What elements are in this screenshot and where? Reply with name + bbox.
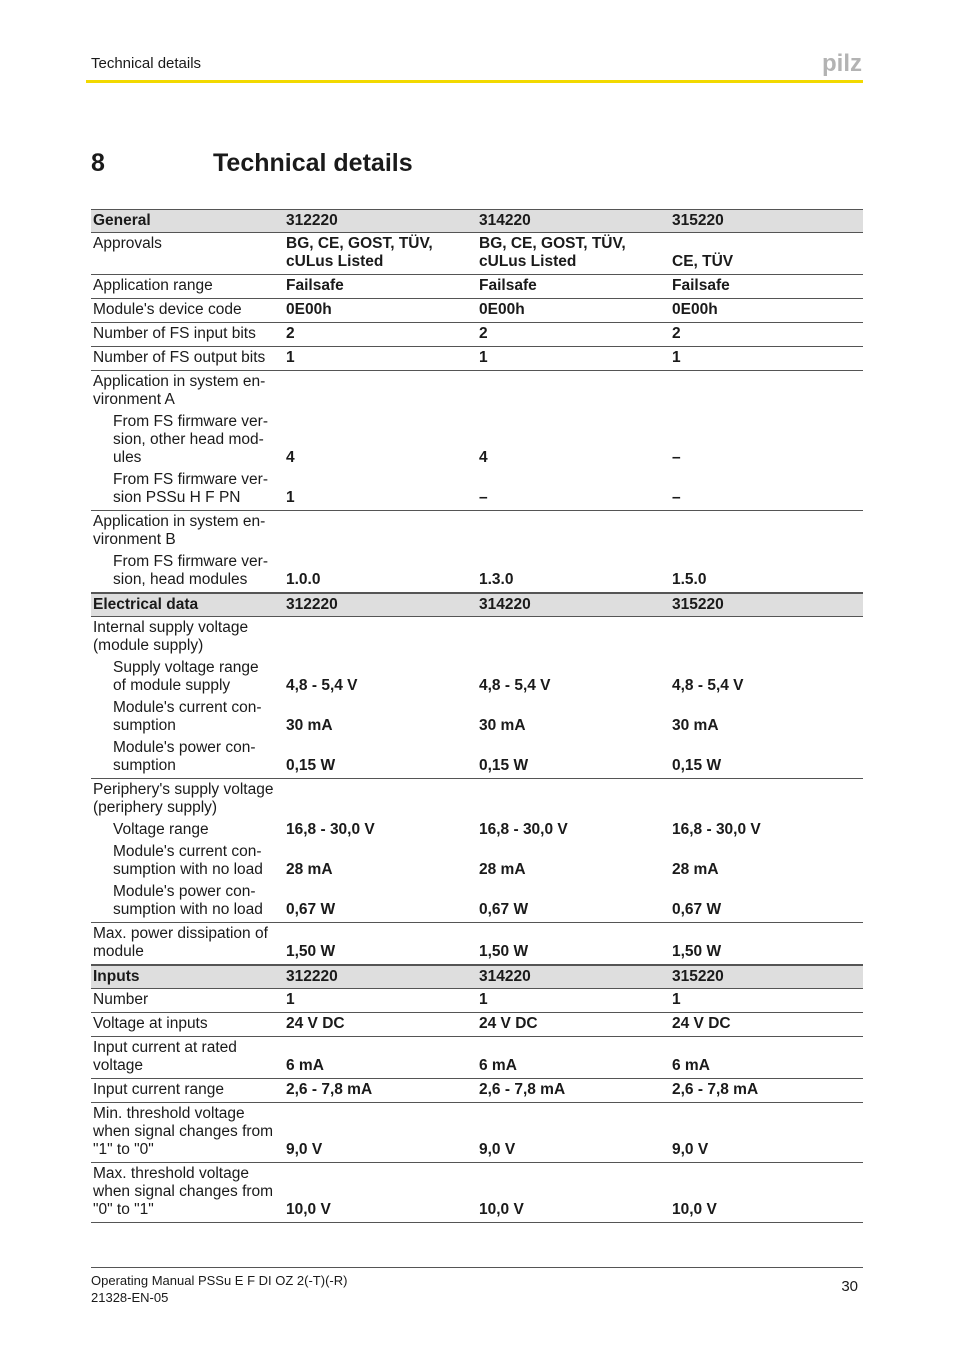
table-row (91, 841, 863, 881)
table-row (91, 737, 863, 779)
row-value-315220: 28 mA (672, 861, 719, 878)
row-value-314220: 1 (479, 991, 488, 1008)
row-label: From FS firmware ver- sion, head modules (113, 553, 268, 588)
table-row (91, 1163, 863, 1223)
row-value-315220: 10,0 V (672, 1201, 717, 1218)
table-row (91, 299, 863, 323)
row-label: Max. power dissipation of module (93, 925, 268, 960)
row-label: Inputs (93, 968, 140, 985)
row-value-312220: 1 (286, 349, 295, 366)
row-label: General (93, 212, 151, 229)
row-value-312220: 1 (286, 991, 295, 1008)
table-row (91, 779, 863, 819)
row-value-312220: BG, CE, GOST, TÜV, cULus Listed (286, 235, 433, 270)
row-value-315220: 315220 (672, 596, 724, 613)
row-value-314220: 4 (479, 449, 488, 466)
table-row (91, 1037, 863, 1079)
row-value-315220: CE, TÜV (672, 253, 734, 270)
row-value-314220: 1.3.0 (479, 571, 514, 588)
row-value-314220: 2,6 - 7,8 mA (479, 1081, 566, 1098)
row-value-314220: 1,50 W (479, 943, 529, 960)
row-label: Application in system en- vironment B (93, 513, 266, 548)
row-value-312220: 2,6 - 7,8 mA (286, 1081, 373, 1098)
row-label: Input current at rated voltage (93, 1039, 237, 1074)
table-row (91, 1103, 863, 1163)
row-value-314220: – (479, 489, 488, 506)
row-label: From FS firmware ver- sion PSSu H F PN (113, 471, 268, 506)
row-value-315220: Failsafe (672, 277, 730, 294)
row-label: Voltage range (113, 821, 209, 838)
row-value-315220: 2,6 - 7,8 mA (672, 1081, 759, 1098)
row-value-312220: 28 mA (286, 861, 333, 878)
row-value-312220: 1,50 W (286, 943, 336, 960)
table-row (91, 1079, 863, 1103)
row-label: Voltage at inputs (93, 1015, 208, 1032)
row-value-315220: – (672, 489, 681, 506)
row-value-314220: 0,67 W (479, 901, 529, 918)
row-label: Number of FS output bits (93, 349, 266, 366)
row-label: From FS firmware ver- sion, other head mod- ules (113, 413, 268, 466)
row-label: Application in system en- vironment A (93, 373, 266, 408)
table-row (91, 347, 863, 371)
row-label: Min. threshold voltage when signal changes from "1" to "0" (93, 1105, 274, 1158)
row-value-314220: 4,8 - 5,4 V (479, 677, 551, 694)
chapter-title: Technical details (213, 149, 413, 177)
row-value-315220: 24 V DC (672, 1015, 731, 1032)
row-value-312220: 0E00h (286, 301, 332, 318)
footer-manual-title: Operating Manual PSSu E F DI OZ 2(-T)(-R) (91, 1273, 348, 1288)
row-value-312220: 312220 (286, 968, 338, 985)
table-row (91, 697, 863, 737)
table-row (91, 881, 863, 923)
table-row (91, 923, 863, 965)
row-label: Input current range (93, 1081, 224, 1098)
footer-doc-number: 21328-EN-05 (91, 1290, 169, 1305)
row-value-314220: 0,15 W (479, 757, 529, 774)
row-label: Max. threshold voltage when signal changes from "0" to "1" (93, 1165, 274, 1218)
row-label: Approvals (93, 235, 162, 252)
table-section-header (91, 965, 863, 989)
row-value-315220: 315220 (672, 968, 724, 985)
table-row (91, 469, 863, 511)
table-row (91, 511, 863, 551)
row-label: Module's current con- sumption (113, 699, 262, 734)
row-label: Application range (93, 277, 213, 294)
row-value-314220: 6 mA (479, 1057, 517, 1074)
row-label: Number of FS input bits (93, 325, 256, 342)
row-value-315220: 6 mA (672, 1057, 710, 1074)
row-value-314220: 2 (479, 325, 488, 342)
row-value-312220: 2 (286, 325, 295, 342)
row-label: Supply voltage range of module supply (113, 659, 259, 694)
chapter-number: 8 (91, 149, 105, 177)
row-label: Module's device code (93, 301, 242, 318)
row-value-312220: 4,8 - 5,4 V (286, 677, 358, 694)
row-value-315220: 4,8 - 5,4 V (672, 677, 744, 694)
row-value-312220: 6 mA (286, 1057, 324, 1074)
row-value-315220: 0,15 W (672, 757, 722, 774)
row-value-315220: 1,50 W (672, 943, 722, 960)
table-section-header (91, 209, 863, 233)
row-value-312220: 0,67 W (286, 901, 336, 918)
table-row (91, 275, 863, 299)
row-value-314220: 9,0 V (479, 1141, 516, 1158)
row-value-315220: 1 (672, 349, 681, 366)
row-value-315220: 16,8 - 30,0 V (672, 821, 761, 838)
row-value-312220: 4 (286, 449, 295, 466)
table-row (91, 371, 863, 411)
row-label: Electrical data (93, 596, 199, 613)
row-value-312220: 30 mA (286, 717, 333, 734)
technical-data-table (91, 209, 863, 1223)
row-value-312220: 10,0 V (286, 1201, 331, 1218)
row-value-314220: 24 V DC (479, 1015, 538, 1032)
row-value-312220: Failsafe (286, 277, 344, 294)
svg-text:pilz: pilz (822, 50, 862, 76)
row-value-315220: 9,0 V (672, 1141, 709, 1158)
row-value-315220: – (672, 449, 681, 466)
row-label: Module's current con- sumption with no load (113, 843, 263, 878)
row-value-315220: 30 mA (672, 717, 719, 734)
row-value-314220: 28 mA (479, 861, 526, 878)
row-value-314220: 16,8 - 30,0 V (479, 821, 568, 838)
table-row (91, 819, 863, 841)
table-row (91, 411, 863, 469)
table-row (91, 617, 863, 657)
row-value-314220: Failsafe (479, 277, 537, 294)
row-label: Number (93, 991, 149, 1008)
row-value-315220: 2 (672, 325, 681, 342)
row-value-315220: 315220 (672, 212, 724, 229)
row-value-314220: 10,0 V (479, 1201, 524, 1218)
table-row (91, 233, 863, 275)
row-value-314220: BG, CE, GOST, TÜV, cULus Listed (479, 235, 626, 270)
row-value-314220: 314220 (479, 968, 531, 985)
row-value-315220: 0E00h (672, 301, 718, 318)
row-value-312220: 16,8 - 30,0 V (286, 821, 375, 838)
row-value-312220: 24 V DC (286, 1015, 345, 1032)
row-value-314220: 30 mA (479, 717, 526, 734)
row-label: Module's power con- sumption (113, 739, 256, 774)
row-value-312220: 1.0.0 (286, 571, 321, 588)
row-value-314220: 314220 (479, 212, 531, 229)
footer-rule (91, 1267, 863, 1268)
table-row (91, 551, 863, 593)
pilz-logo (822, 50, 863, 76)
row-value-312220: 0,15 W (286, 757, 336, 774)
table-row (91, 323, 863, 347)
header-rule (86, 80, 863, 83)
row-value-314220: 1 (479, 349, 488, 366)
row-label: Module's power con- sumption with no load (113, 883, 263, 918)
row-value-312220: 1 (286, 489, 295, 506)
running-header-title: Technical details (91, 55, 202, 72)
table-section-header (91, 593, 863, 617)
row-value-315220: 0,67 W (672, 901, 722, 918)
table-row (91, 1013, 863, 1037)
table-row (91, 989, 863, 1013)
page-number: 30 (841, 1278, 858, 1295)
row-label: Internal supply voltage (module supply) (93, 619, 249, 654)
row-label: Periphery's supply voltage (periphery supply) (93, 781, 274, 816)
row-value-314220: 314220 (479, 596, 531, 613)
row-value-314220: 0E00h (479, 301, 525, 318)
table-row (91, 657, 863, 697)
row-value-315220: 1 (672, 991, 681, 1008)
row-value-312220: 312220 (286, 596, 338, 613)
row-value-315220: 1.5.0 (672, 571, 707, 588)
row-value-312220: 9,0 V (286, 1141, 323, 1158)
row-value-312220: 312220 (286, 212, 338, 229)
